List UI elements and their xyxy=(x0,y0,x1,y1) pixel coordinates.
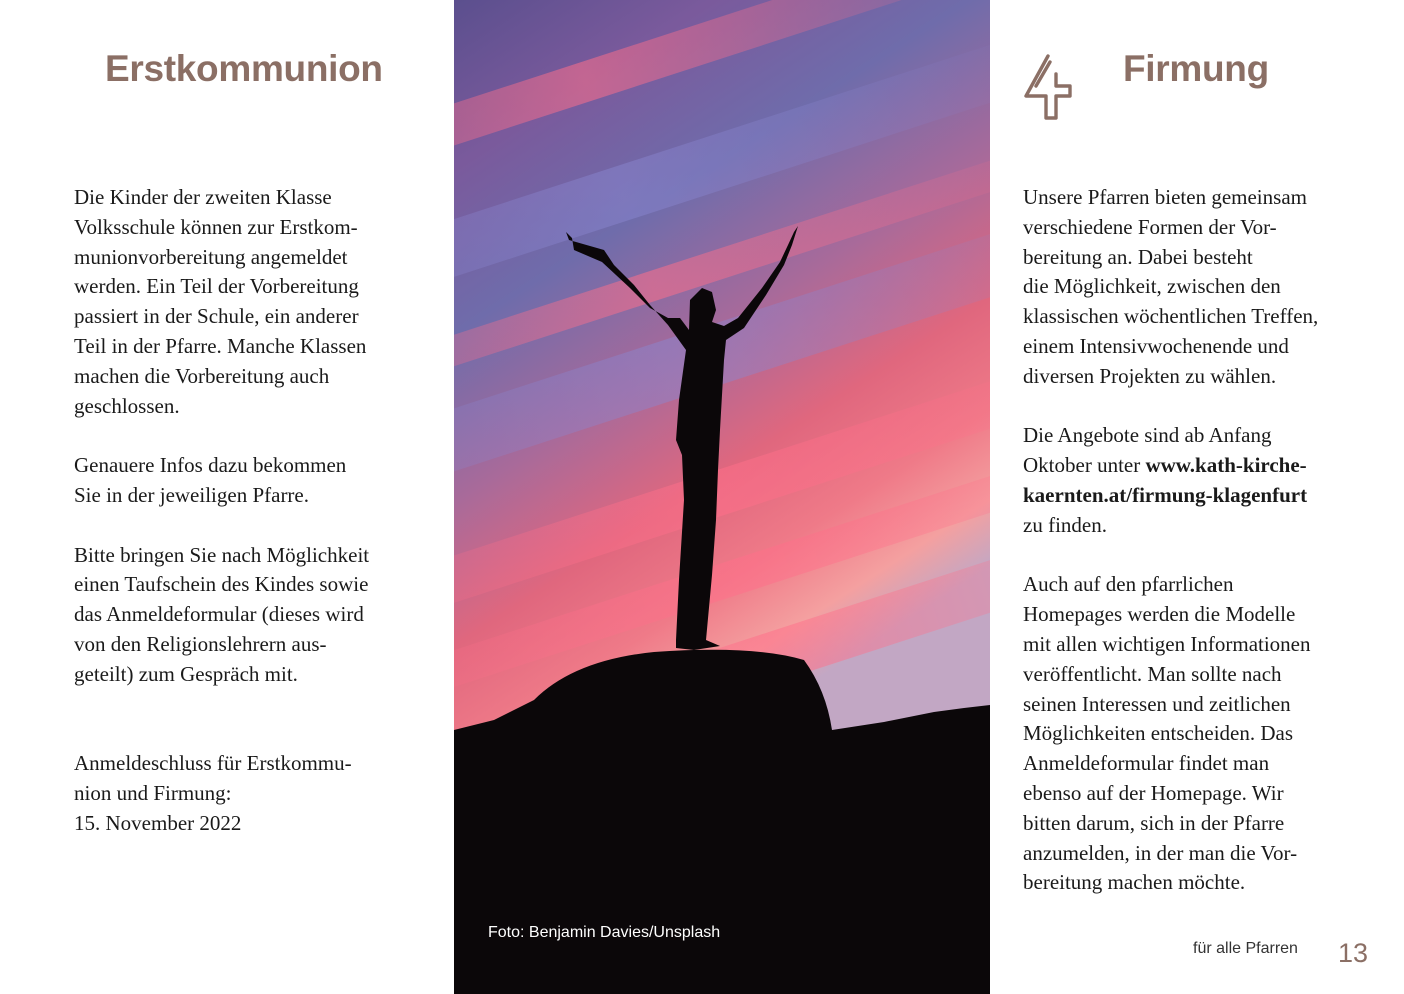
text-line: klassischen wöchentlichen Treffen, xyxy=(1023,304,1319,329)
text-line: Die Kinder der zweiten Klasse xyxy=(74,185,332,209)
text-line: Bitte bringen Sie nach Möglichkeit xyxy=(74,542,370,567)
erstkommunion-paragraph-3 xyxy=(74,541,444,690)
text-line: Anmeldeschluss für Erstkommu- xyxy=(74,751,352,776)
text-line: von den Religionslehrern aus- xyxy=(74,631,327,656)
photo-credit: Foto: Benjamin Davies/Unsplash xyxy=(488,924,721,941)
text-line: veröffentlicht. Man sollte nach xyxy=(1023,661,1282,686)
firmung-text xyxy=(1023,183,1393,898)
text-line: verschiedene Formen der Vor- xyxy=(1023,214,1277,239)
text-line: Sie in der jeweiligen Pfarre. xyxy=(74,482,309,507)
text-line: Homepages werden die Modelle xyxy=(1023,602,1296,627)
page-number: 13 xyxy=(1338,938,1369,968)
text-line: nion und Firmung: xyxy=(74,780,232,805)
text-line: diversen Projekten zu wählen. xyxy=(1023,363,1277,388)
text-line: einem Intensivwochenende und xyxy=(1023,333,1289,358)
text-line: Unsere Pfarren bieten gemeinsam xyxy=(1023,185,1307,209)
firmung-paragraph-2-line-1: Die Angebote sind ab Anfang xyxy=(1023,423,1272,448)
text-line: die Möglichkeit, zwischen den xyxy=(1023,274,1281,299)
text-line: Anmeldeformular findet man xyxy=(1023,751,1270,776)
text-line: mit allen wichtigen Informationen xyxy=(1023,631,1311,656)
firmung-paragraph-2-line-4: zu finden. xyxy=(1023,512,1107,537)
anmeldeschluss-paragraph xyxy=(74,749,444,838)
text-line: anzumelden, in der man die Vor- xyxy=(1023,840,1298,865)
erstkommunion-paragraph-1 xyxy=(74,183,444,421)
text-line: Auch auf den pfarrlichen xyxy=(1023,572,1234,597)
text-line: Teil in der Pfarre. Manche Klassen xyxy=(74,333,367,358)
text-line: Volksschule können zur Erstkom- xyxy=(74,214,358,239)
text-line: Genauere Infos dazu bekommen xyxy=(74,453,347,478)
text-line: werden. Ein Teil der Vorbereitung xyxy=(74,274,359,299)
text-line: bereitung an. Dabei besteht xyxy=(1023,244,1253,269)
text-line: einen Taufschein des Kindes sowie xyxy=(74,572,369,597)
text-line: munionvorbereitung angemeldet xyxy=(74,244,348,269)
firmung-website-link-part-2[interactable]: kaernten.at/firmung-klagenfurt xyxy=(1023,482,1308,507)
text-line: bereitung machen möchte. xyxy=(1023,870,1246,895)
text-line: Möglichkeiten entscheiden. Das xyxy=(1023,721,1294,746)
text-line: das Anmeldeformular (dieses wird xyxy=(74,602,364,627)
number-four-cross-icon xyxy=(1020,52,1076,124)
text-line: ebenso auf der Homepage. Wir xyxy=(1023,780,1284,805)
firmung-paragraph-2 xyxy=(1023,421,1393,540)
footer-label: für alle Pfarren xyxy=(1193,940,1298,957)
erstkommunion-heading: Erstkommunion xyxy=(105,48,383,89)
erstkommunion-text xyxy=(74,183,444,839)
firmung-heading: Firmung xyxy=(1123,48,1269,89)
firmung-paragraph-2-line-2: Oktober unter xyxy=(1023,453,1146,478)
firmung-paragraph-1 xyxy=(1023,183,1393,392)
text-line: bitten darum, sich in der Pfarre xyxy=(1023,810,1285,835)
text-line: geschlossen. xyxy=(74,393,180,418)
firmung-website-link-part-1[interactable]: www.kath-kirche- xyxy=(1145,453,1307,478)
text-line: seinen Interessen und zeitlichen xyxy=(1023,691,1291,716)
sunset-silhouette-photo xyxy=(454,0,990,994)
text-line: machen die Vorbereitung auch xyxy=(74,363,330,388)
text-line: passiert in der Schule, ein anderer xyxy=(74,304,359,329)
firmung-paragraph-3 xyxy=(1023,570,1393,898)
text-line: geteilt) zum Gespräch mit. xyxy=(74,661,298,686)
text-line: 15. November 2022 xyxy=(74,810,242,835)
erstkommunion-paragraph-2 xyxy=(74,451,444,511)
photo-image xyxy=(454,0,990,994)
